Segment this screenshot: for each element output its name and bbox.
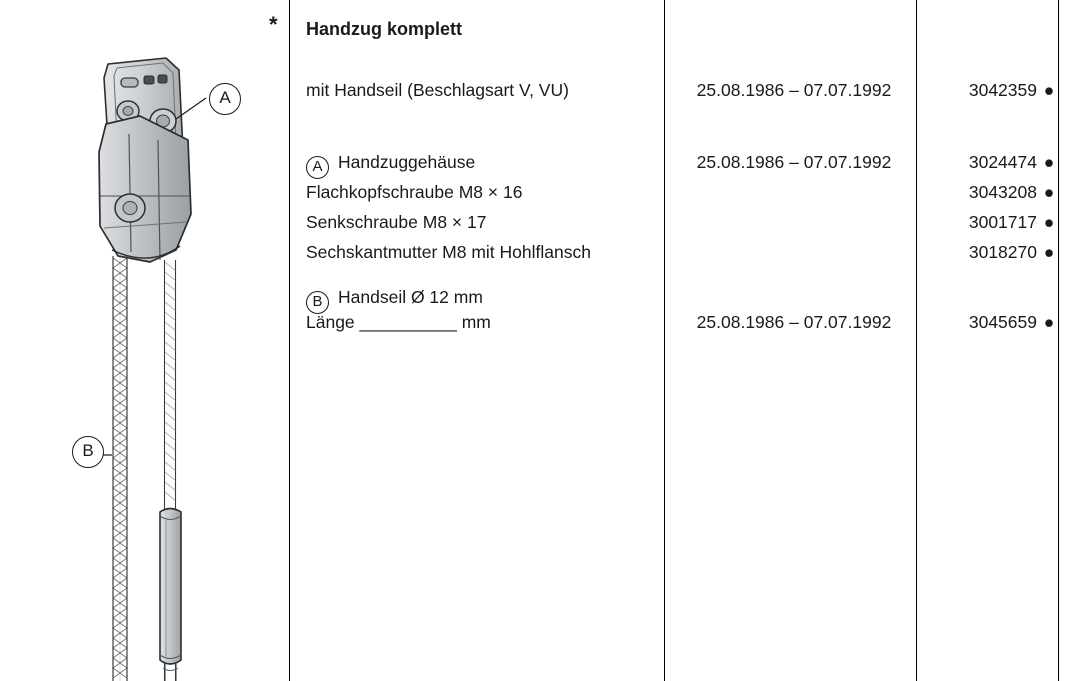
- callout-a: A: [209, 83, 241, 115]
- part-date-range: 25.08.1986 – 07.07.1992: [696, 80, 892, 100]
- part-description: Senkschraube M8 × 17: [306, 212, 487, 232]
- part-number: 3018270: [968, 242, 1037, 262]
- part-description: Länge __________ mm: [306, 312, 491, 332]
- part-availability-dot: ●: [1043, 312, 1055, 332]
- part-illustration: [0, 0, 289, 681]
- table-row: [289, 208, 1065, 236]
- part-availability-dot: ●: [1043, 152, 1055, 172]
- part-date-range: 25.08.1986 – 07.07.1992: [696, 312, 892, 332]
- part-date-range: 25.08.1986 – 07.07.1992: [696, 152, 892, 172]
- parts-title-row: [289, 15, 1065, 43]
- part-availability-dot: ●: [1043, 242, 1055, 262]
- handzug-drawing: [0, 0, 289, 681]
- callout-b: B: [72, 436, 104, 468]
- ref-circle-a: A: [306, 156, 329, 179]
- part-description-text: Handzuggehäuse: [338, 152, 476, 172]
- part-number: 3001717: [968, 212, 1037, 232]
- table-row: [289, 308, 1065, 336]
- parts-list: [269, 0, 1065, 681]
- part-availability-dot: ●: [1043, 80, 1055, 100]
- table-row: [289, 178, 1065, 206]
- table-row: [289, 148, 1065, 176]
- part-description: Sechskantmutter M8 mit Hohlflansch: [306, 242, 591, 262]
- part-description: [306, 148, 666, 179]
- table-row: [289, 238, 1065, 266]
- table-row: [289, 283, 1065, 311]
- ref-circle-b: B: [306, 291, 329, 314]
- part-description-text: Handseil Ø 12 mm: [338, 287, 483, 307]
- part-description: Flachkopfschraube M8 × 16: [306, 182, 523, 202]
- part-number: 3043208: [968, 182, 1037, 202]
- part-availability-dot: ●: [1043, 182, 1055, 202]
- part-availability-dot: ●: [1043, 212, 1055, 232]
- part-description: mit Handseil (Beschlagsart V, VU): [306, 80, 569, 100]
- part-number: 3024474: [968, 152, 1037, 172]
- table-row: [289, 76, 1065, 104]
- page-title: Handzug komplett: [306, 19, 462, 39]
- part-number: 3042359: [968, 80, 1037, 100]
- part-number: 3045659: [968, 312, 1037, 332]
- footnote-asterisk: *: [269, 12, 278, 37]
